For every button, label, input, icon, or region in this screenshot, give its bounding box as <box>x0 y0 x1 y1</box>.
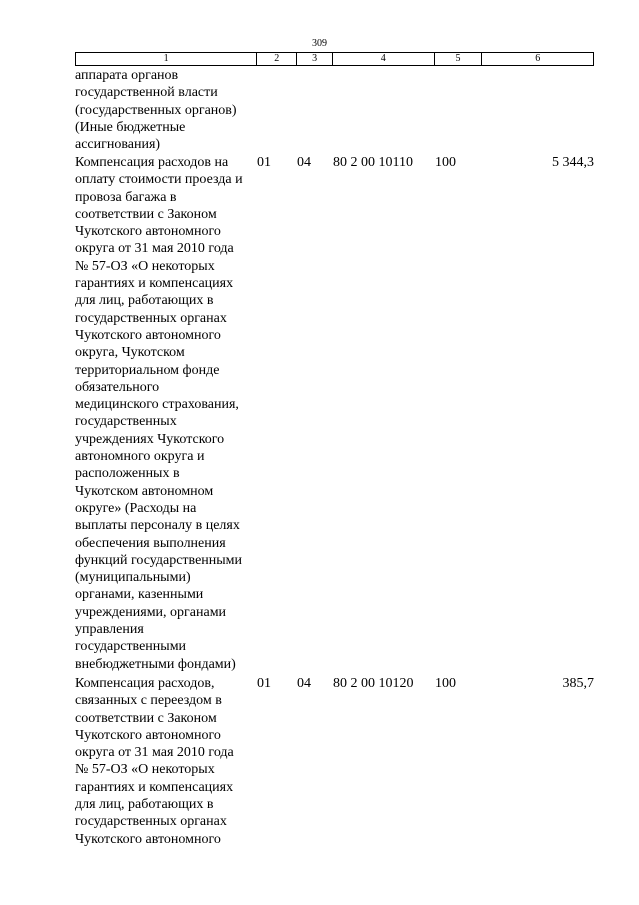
header-col-3: 3 <box>297 53 333 65</box>
row-section: 01 <box>257 155 271 170</box>
page-number: 309 <box>312 38 327 49</box>
row-target-code: 80 2 00 10120 <box>333 676 414 691</box>
row-subsection: 04 <box>297 676 311 691</box>
row-section: 01 <box>257 676 271 691</box>
header-col-6: 6 <box>535 53 541 64</box>
row-expense-type: 100 <box>435 155 456 170</box>
header-col-2: 2 <box>257 53 297 65</box>
table-header <box>75 52 594 66</box>
row-amount: 385,7 <box>562 676 594 691</box>
header-col-5: 5 <box>435 53 483 65</box>
row-subsection: 04 <box>297 155 311 170</box>
row-target-code: 80 2 00 10110 <box>333 155 413 170</box>
row-name: Компенсация расходов, связанных с переездом в соответствии с Законом Чукотского автономного округа от 31 мая 2010 года № 57-ОЗ «О некоторых гарантиях и компенсациях для лиц, работающих в государственных органах Чукотского автономного <box>75 676 234 847</box>
row-expense-type: 100 <box>435 676 456 691</box>
header-col-1: 1 <box>76 53 257 65</box>
row-name: аппарата органов государственной власти (государственных органов) (Иные бюджетные ассигнования) <box>75 68 237 153</box>
header-col-4: 4 <box>333 53 435 65</box>
row-name: Компенсация расходов на оплату стоимости проезда и провоза багажа в соответствии с Законом Чукотского автономного округа от 31 мая 2010 года № 57-ОЗ «О некоторых гарантиях и компенсациях для лиц, работающих в государственных органах Чукотского автономного округа, Чукотском территориальном фонде обязательного медицинского страхования, государственных учреждениях Чукотского автономного округа и расположенных в Чукотском автономном округе» (Расходы на выплаты персоналу в целях обеспечения выполнения функций государственными (муниципальными) органами, казенными учреждениями, органами управления государственными внебюджетными фондами) <box>75 155 243 672</box>
row-amount: 5 344,3 <box>552 155 594 170</box>
